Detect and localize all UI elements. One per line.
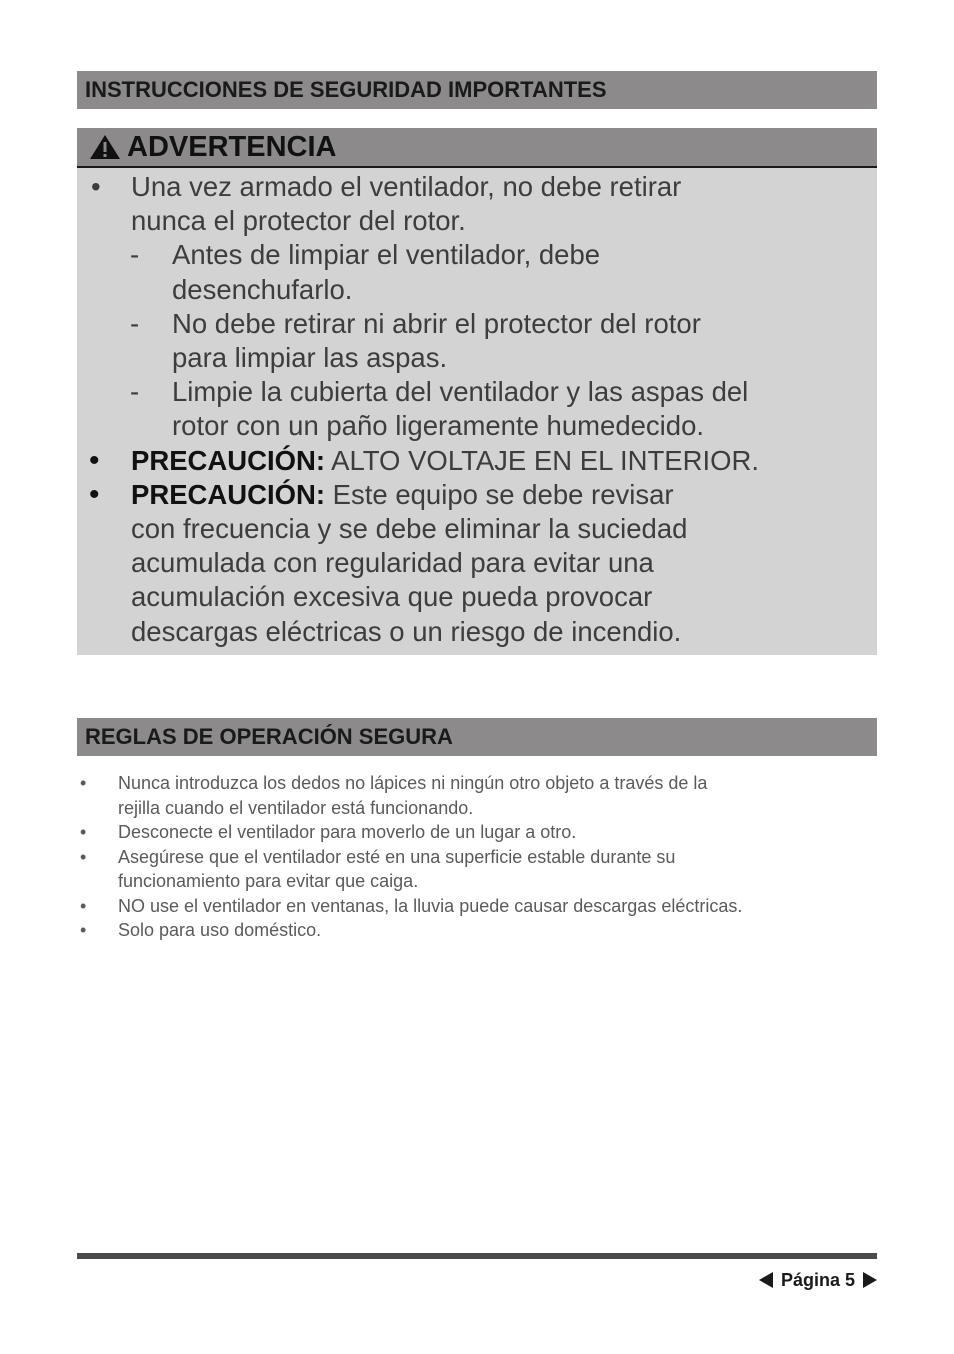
list-item: • NO use el ventilador en ventanas, la lluvia puede causar descargas eléctricas. — [77, 894, 897, 919]
caution-line: acumulada con regularidad para evitar una — [131, 547, 654, 579]
triangle-right-icon[interactable] — [863, 1272, 877, 1288]
bullet-icon: • — [80, 846, 87, 867]
warning-line: - Antes de limpiar el ventilador, debe — [77, 238, 877, 272]
bullet-icon: • — [80, 773, 87, 793]
warning-line: nunca el protector del rotor. — [131, 205, 466, 237]
warning-triangle-icon — [89, 134, 121, 160]
warning-box — [77, 128, 877, 655]
warning-line: rotor con un paño ligeramente humedecido. — [172, 410, 705, 442]
page-footer — [759, 1268, 877, 1292]
dash-icon: - — [130, 307, 140, 339]
warning-body — [77, 168, 877, 649]
caution-line: descargas eléctricas o un riesgo de incendio. — [131, 615, 682, 647]
triangle-left-icon[interactable] — [759, 1272, 773, 1288]
section-header-safety-instructions: INSTRUCCIONES DE SEGURIDAD IMPORTANTES — [77, 71, 877, 109]
caution-line: con frecuencia y se debe eliminar la suciedad — [131, 513, 688, 545]
dash-icon: - — [130, 239, 140, 271]
list-item: • Nunca introduzca los dedos no lápices ni ningún otro objeto a través de la — [77, 771, 897, 796]
caution-line: • PRECAUCIÓN: Este equipo se debe revisar — [89, 477, 674, 511]
warning-line: desenchufarlo. — [172, 273, 353, 305]
page-number: Página 5 — [780, 1269, 855, 1290]
list-item: • Solo para uso doméstico. — [77, 918, 897, 943]
bullet-icon: • — [80, 822, 87, 842]
warning-title: ADVERTENCIA — [127, 130, 337, 163]
warning-line: para limpiar las aspas. — [172, 342, 448, 374]
list-item: • Asegúrese que el ventilador esté en una superficie estable durante su — [77, 845, 897, 870]
dash-icon: - — [130, 376, 140, 408]
bullet-icon: • — [89, 443, 100, 477]
caution-line: • PRECAUCIÓN: ALTO VOLTAJE EN EL INTERIOR. — [89, 443, 760, 477]
warning-title-bar — [77, 128, 877, 168]
bullet-icon: • — [80, 895, 87, 916]
bullet-icon: • — [80, 920, 87, 940]
caution-line: acumulación excesiva que pueda provocar — [131, 581, 653, 613]
rules-list — [77, 771, 897, 943]
warning-line: - Limpie la cubierta del ventilador y las aspas del — [77, 375, 877, 409]
list-item: • Desconecte el ventilador para moverlo de un lugar a otro. — [77, 820, 897, 845]
list-item: funcionamiento para evitar que caiga. — [118, 871, 419, 891]
footer-divider — [77, 1253, 877, 1259]
bullet-icon: • — [91, 171, 101, 202]
caution-label: PRECAUCIÓN: — [131, 478, 326, 510]
warning-line: - No debe retirar ni abrir el protector del rotor — [77, 307, 877, 341]
bullet-icon: • — [89, 477, 100, 511]
list-item: rejilla cuando el ventilador está funcionando. — [118, 797, 474, 818]
caution-label: PRECAUCIÓN: — [131, 444, 326, 476]
section-header-safe-operation: REGLAS DE OPERACIÓN SEGURA — [77, 718, 877, 756]
warning-line: • Una vez armado el ventilador, no debe retirar — [77, 170, 877, 204]
